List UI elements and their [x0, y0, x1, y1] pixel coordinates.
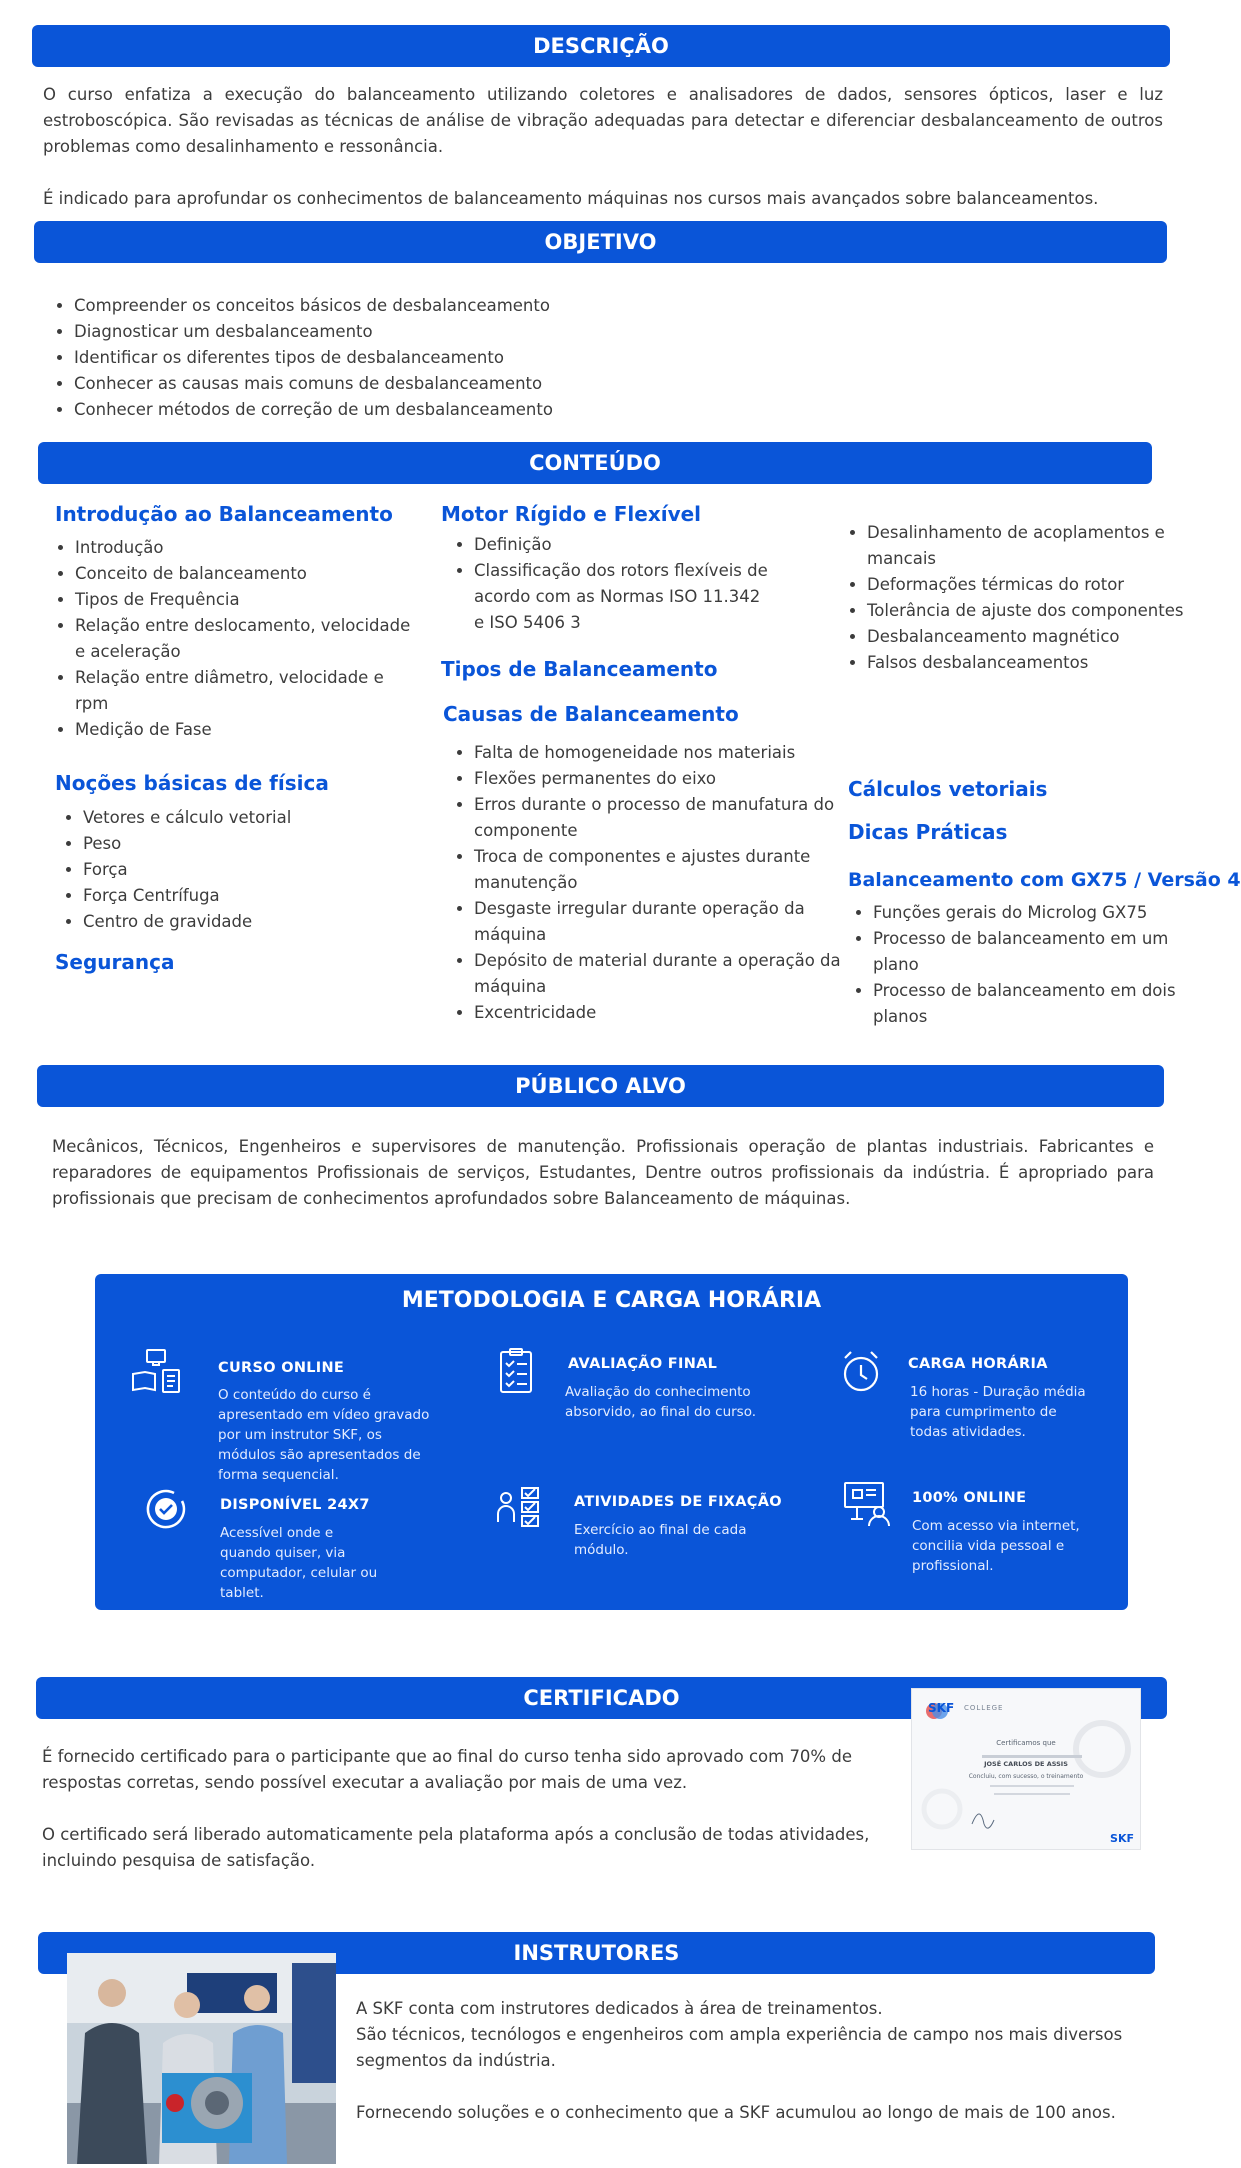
list-item: • Excentricidade — [474, 1000, 859, 1026]
certificado-paragraph: É fornecido certificado para o participante que ao final do curso tenha sido aprovado com 70% de respostas corretas, sendo possível executar a avaliação por mais de uma vez. — [42, 1747, 852, 1792]
certificado-paragraph-2: O certificado será liberado automaticamente pela plataforma após a conclusão de todas atividades, incluindo pesquisa de satisfação. — [42, 1825, 870, 1870]
skf-logo: SKF — [1110, 1832, 1134, 1845]
metodologia-item-text: O conteúdo do curso é apresentado em vídeo gravado por um instrutor SKF, os módulos são apresentados de forma sequencial. — [218, 1387, 430, 1483]
instrutores-paragraph-2: São técnicos, tecnólogos e engenheiros com ampla experiência de campo nos mais diversos segmentos da indústria. — [356, 2025, 1123, 2070]
list-item: • Processo de balanceamento em um plano — [873, 926, 1193, 978]
list-item: • Força — [83, 857, 403, 883]
list-item: • Definição — [474, 532, 774, 558]
checklist-icon — [493, 1348, 545, 1396]
check-circle-icon — [142, 1485, 194, 1533]
list-item: • Erros durante o processo de manufatura do componente — [474, 792, 859, 844]
section-header-objetivo: OBJETIVO — [34, 221, 1167, 263]
metodologia-item-title: DISPONÍVEL 24X7 — [220, 1497, 370, 1513]
section-header-descricao: DESCRIÇÃO — [32, 25, 1170, 67]
list-item: • Conhecer métodos de correção de um desbalanceamento — [74, 397, 774, 423]
objetivo-list — [43, 293, 774, 423]
online-course-icon — [131, 1348, 183, 1396]
list-item: • Classificação dos rotors flexíveis de acordo com as Normas ISO 11.342 e ISO 5406 3 — [474, 558, 774, 636]
topic-list — [44, 535, 413, 743]
metodologia-item-text: Exercício ao final de cada módulo. — [574, 1522, 747, 1558]
list-item: • Flexões permanentes do eixo — [474, 766, 859, 792]
certificate-brand: SKF — [928, 1701, 955, 1715]
topic-heading: Cálculos vetoriais — [848, 777, 1048, 801]
topic-heading: Noções básicas de física — [55, 771, 329, 795]
topic-heading: Causas de Balanceamento — [443, 702, 739, 726]
section-header-publico-alvo: PÚBLICO ALVO — [37, 1065, 1164, 1107]
topic-heading: Tipos de Balanceamento — [441, 657, 718, 681]
metodologia-item-title: 100% ONLINE — [912, 1490, 1027, 1506]
list-item: • Processo de balanceamento em dois planos — [873, 978, 1193, 1030]
certificate-line: Concluiu, com sucesso, o treinamento — [968, 1773, 1084, 1780]
topic-list — [52, 805, 403, 935]
topic-heading: Balanceamento com GX75 / Versão 4 — [848, 869, 1241, 891]
metodologia-title: METODOLOGIA E CARGA HORÁRIA — [401, 1288, 822, 1313]
list-item: • Peso — [83, 831, 403, 857]
section-header-certificado: CERTIFICADO — [36, 1677, 1167, 1719]
list-item: • Compreender os conceitos básicos de desbalanceamento — [74, 293, 774, 319]
publico-paragraph: Mecânicos, Técnicos, Engenheiros e supervisores de manutenção. Profissionais operação de plantas industriais. Fabricantes e reparadores de equipamentos Profissionais de serviços, Estudantes, Dentre outros profissionais da indústria. É apropriado para profissionais que precisam de conhecimentos aprofundados sobre Balanceamento de máquinas. — [52, 1137, 1154, 1208]
topic-list — [836, 520, 1197, 676]
instrutores-paragraph-3: Fornecendo soluções e o conhecimento que a SKF acumulou ao longo de mais de 100 anos. — [356, 2103, 1116, 2122]
presentation-icon — [843, 1480, 895, 1528]
certificate-image — [911, 1688, 1141, 1850]
metodologia-item-text: Com acesso via internet, concilia vida pessoal e profissional. — [912, 1518, 1080, 1574]
topic-heading: Motor Rígido e Flexível — [441, 502, 702, 526]
instructors-photo — [67, 1953, 336, 2164]
instructors-photo-illustration — [67, 1953, 336, 2164]
metodologia-item-title: CURSO ONLINE — [218, 1360, 345, 1376]
list-item: • Relação entre deslocamento, velocidade e aceleração — [75, 613, 413, 665]
list-item: • Desalinhamento de acoplamentos e mancais — [867, 520, 1197, 572]
list-item: • Conhecer as causas mais comuns de desbalanceamento — [74, 371, 774, 397]
topic-heading: Introdução ao Balanceamento — [55, 502, 393, 526]
list-item: • Medição de Fase — [75, 717, 413, 743]
list-item: • Força Centrífuga — [83, 883, 403, 909]
topic-heading: Segurança — [55, 950, 175, 974]
list-item: • Deformações térmicas do rotor — [867, 572, 1197, 598]
list-item: • Vetores e cálculo vetorial — [83, 805, 403, 831]
instrutores-paragraph: A SKF conta com instrutores dedicados à área de treinamentos. — [356, 1999, 883, 2018]
list-item: • Introdução — [75, 535, 413, 561]
descricao-paragraph-2: É indicado para aprofundar os conhecimentos de balanceamento máquinas nos cursos mais avançados sobre balanceamentos. — [43, 189, 1099, 208]
list-item: • Desgaste irregular durante operação da máquina — [474, 896, 859, 948]
list-item: • Desbalanceamento magnético — [867, 624, 1197, 650]
metodologia-item-text: Acessível onde e quando quiser, via computador, celular ou tablet. — [220, 1525, 378, 1601]
list-item: • Falsos desbalanceamentos — [867, 650, 1197, 676]
list-item: • Falta de homogeneidade nos materiais — [474, 740, 859, 766]
metodologia-item-title: CARGA HORÁRIA — [908, 1356, 1048, 1372]
list-item: • Identificar os diferentes tipos de desbalanceamento — [74, 345, 774, 371]
topic-heading: Dicas Práticas — [848, 820, 1008, 844]
list-item: • Depósito de material durante a operação da máquina — [474, 948, 859, 1000]
descricao-paragraph: O curso enfatiza a execução do balanceamento utilizando coletores e analisadores de dados, sensores ópticos, laser e luz estroboscópica. São revisadas as técnicas de análise de vibração adequadas para detectar e diferenciar desbalanceamento de outros problemas como desalinhamento e ressonância. — [43, 85, 1163, 156]
list-item: • Troca de componentes e ajustes durante manutenção — [474, 844, 859, 896]
list-item: • Centro de gravidade — [83, 909, 403, 935]
tasks-icon — [496, 1484, 548, 1532]
section-header-conteudo: CONTEÚDO — [38, 442, 1152, 484]
section-header-instrutores: INSTRUTORES — [38, 1932, 1155, 1974]
metodologia-item-title: AVALIAÇÃO FINAL — [568, 1356, 718, 1372]
metodologia-panel — [95, 1274, 1128, 1610]
list-item: • Tolerância de ajuste dos componentes — [867, 598, 1197, 624]
list-item: • Relação entre diâmetro, velocidade e rpm — [75, 665, 413, 717]
topic-list — [443, 532, 774, 636]
certificate-college: COLLEGE — [964, 1704, 1004, 1712]
certificate-heading: Certificamos que — [996, 1739, 1056, 1747]
list-item: • Conceito de balanceamento — [75, 561, 413, 587]
list-item: • Funções gerais do Microlog GX75 — [873, 900, 1193, 926]
topic-list — [842, 900, 1193, 1030]
topic-list — [443, 740, 859, 1026]
list-item: • Diagnosticar um desbalanceamento — [74, 319, 774, 345]
list-item: • Tipos de Frequência — [75, 587, 413, 613]
metodologia-item-text: Avaliação do conhecimento absorvido, ao final do curso. — [565, 1384, 757, 1420]
metodologia-item-title: ATIVIDADES DE FIXAÇÃO — [574, 1494, 782, 1510]
metodologia-item-text: 16 horas - Duração média para cumprimento de todas atividades. — [910, 1384, 1086, 1440]
alarm-clock-icon — [837, 1348, 889, 1396]
certificate-name: JOSÉ CARLOS DE ASSIS — [984, 1760, 1068, 1768]
